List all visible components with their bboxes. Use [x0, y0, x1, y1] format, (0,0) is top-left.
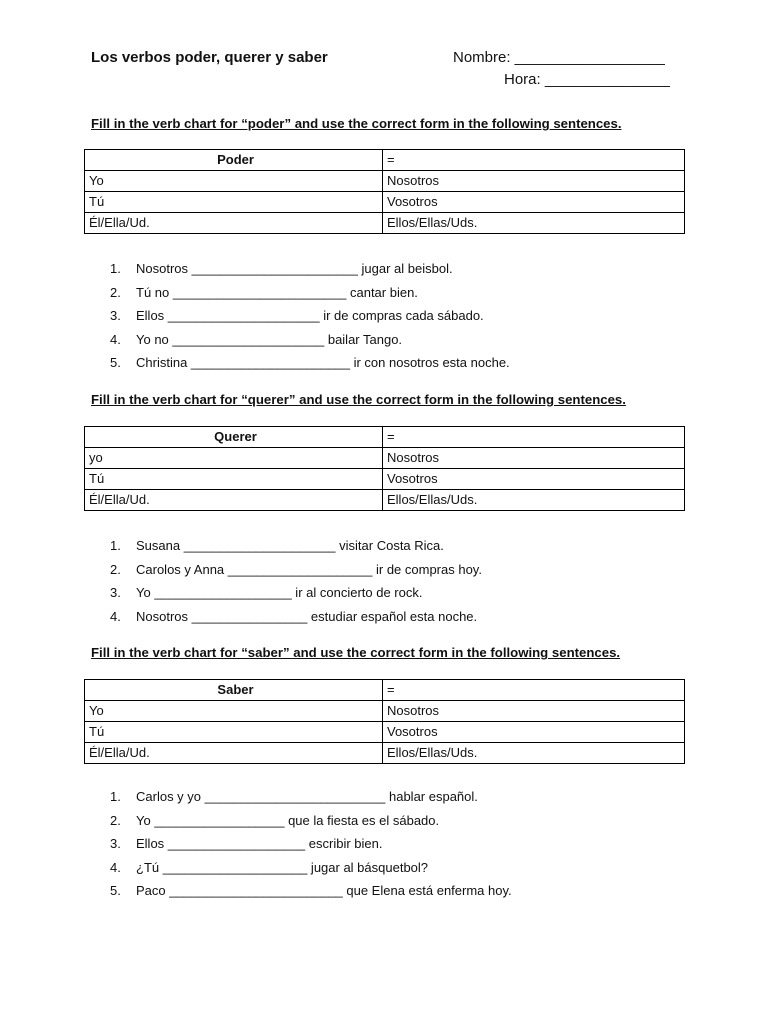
- chart-cell-plural[interactable]: Ellos/Ellas/Uds.: [383, 213, 685, 234]
- saber-instruction: Fill in the verb chart for “saber” and use the correct form in the following sentences.: [91, 645, 621, 660]
- chart-row: [85, 469, 685, 490]
- chart-row: [85, 192, 685, 213]
- sentence-item: [110, 257, 510, 281]
- saber-sentence-list: [110, 785, 512, 903]
- chart-cell-plural[interactable]: Vosotros: [383, 722, 685, 743]
- sentence-number: 3.: [110, 836, 121, 851]
- sentence-number: 1.: [110, 789, 121, 804]
- chart-cell-plural[interactable]: Ellos/Ellas/Uds.: [383, 490, 685, 511]
- chart-equals-heading: =: [383, 150, 685, 171]
- worksheet-title: Los verbos poder, querer y saber: [91, 49, 328, 66]
- sentence-number: 2.: [110, 812, 121, 828]
- sentence-number: 1.: [110, 538, 121, 553]
- chart-equals-heading: =: [383, 680, 685, 701]
- sentence-text[interactable]: Yo __________________ que la fiesta es el sábado.: [136, 812, 440, 828]
- chart-cell-plural[interactable]: Vosotros: [383, 192, 685, 213]
- sentence-item: [110, 351, 510, 375]
- chart-row: [85, 213, 685, 234]
- chart-cell-plural[interactable]: Nosotros: [383, 448, 685, 469]
- chart-verb-heading: Poder: [85, 150, 383, 171]
- sentence-text[interactable]: Paco ________________________ que Elena está enferma hoy.: [136, 883, 512, 898]
- chart-cell-singular[interactable]: Tú: [85, 722, 383, 743]
- sentence-number: 4.: [110, 608, 121, 624]
- sentence-text[interactable]: Ellos ___________________ escribir bien.: [136, 836, 383, 851]
- chart-cell-singular[interactable]: Tú: [85, 469, 383, 490]
- chart-cell-singular[interactable]: Yo: [85, 701, 383, 722]
- chart-cell-plural[interactable]: Nosotros: [383, 171, 685, 192]
- chart-row: [85, 171, 685, 192]
- name-field-label: Nombre: __________________: [453, 49, 665, 66]
- sentence-text[interactable]: Carlos y yo _________________________ hablar español.: [136, 789, 478, 804]
- sentence-text[interactable]: Yo no _____________________ bailar Tango.: [136, 331, 403, 347]
- chart-cell-plural[interactable]: Nosotros: [383, 701, 685, 722]
- poder-sentence-list: [110, 257, 510, 375]
- sentence-number: 4.: [110, 331, 121, 347]
- chart-cell-plural[interactable]: Ellos/Ellas/Uds.: [383, 743, 685, 764]
- sentence-text[interactable]: Carolos y Anna ____________________ ir de compras hoy.: [136, 561, 482, 577]
- sentence-item: [110, 558, 482, 582]
- chart-header-row: [85, 150, 685, 171]
- sentence-item: [110, 879, 512, 903]
- chart-cell-plural[interactable]: Vosotros: [383, 469, 685, 490]
- sentence-item: [110, 328, 510, 352]
- sentence-number: 4.: [110, 859, 121, 875]
- querer-sentence-list: [110, 534, 482, 628]
- sentence-item: [110, 832, 512, 856]
- sentence-item: [110, 534, 482, 558]
- sentence-text[interactable]: Christina ______________________ ir con nosotros esta noche.: [136, 355, 510, 370]
- chart-cell-singular[interactable]: Él/Ella/Ud.: [85, 743, 383, 764]
- poder-instruction: Fill in the verb chart for “poder” and use the correct form in the following sentences.: [91, 116, 622, 131]
- sentence-text[interactable]: Susana _____________________ visitar Costa Rica.: [136, 538, 444, 553]
- sentence-item: [110, 809, 512, 833]
- sentence-item: [110, 785, 512, 809]
- chart-verb-heading: Saber: [85, 680, 383, 701]
- hora-field-label: Hora: _______________: [504, 71, 670, 88]
- sentence-text[interactable]: ¿Tú ____________________ jugar al básquetbol?: [136, 859, 429, 875]
- sentence-text[interactable]: Nosotros ________________ estudiar español esta noche.: [136, 608, 478, 624]
- sentence-number: 5.: [110, 355, 121, 370]
- chart-verb-heading: Querer: [85, 427, 383, 448]
- chart-equals-heading: =: [383, 427, 685, 448]
- chart-cell-singular[interactable]: Él/Ella/Ud.: [85, 213, 383, 234]
- sentence-item: [110, 281, 510, 305]
- sentence-text[interactable]: Ellos _____________________ ir de compras cada sábado.: [136, 308, 484, 323]
- chart-row: [85, 701, 685, 722]
- chart-cell-singular[interactable]: yo: [85, 448, 383, 469]
- saber-verb-chart: [84, 679, 685, 764]
- chart-row: [85, 743, 685, 764]
- sentence-number: 3.: [110, 585, 121, 600]
- sentence-number: 3.: [110, 308, 121, 323]
- chart-row: [85, 448, 685, 469]
- querer-instruction: Fill in the verb chart for “querer” and use the correct form in the following sentences.: [91, 392, 626, 407]
- chart-cell-singular[interactable]: Él/Ella/Ud.: [85, 490, 383, 511]
- sentence-number: 1.: [110, 261, 121, 276]
- chart-row: [85, 722, 685, 743]
- sentence-item: [110, 304, 510, 328]
- poder-verb-chart: [84, 149, 685, 234]
- chart-row: [85, 490, 685, 511]
- sentence-number: 2.: [110, 284, 121, 300]
- sentence-item: [110, 581, 482, 605]
- sentence-text[interactable]: Tú no ________________________ cantar bien.: [136, 284, 418, 300]
- chart-cell-singular[interactable]: Yo: [85, 171, 383, 192]
- querer-verb-chart: [84, 426, 685, 511]
- chart-cell-singular[interactable]: Tú: [85, 192, 383, 213]
- sentence-number: 5.: [110, 883, 121, 898]
- sentence-item: [110, 605, 482, 629]
- sentence-text[interactable]: Nosotros _______________________ jugar al beisbol.: [136, 261, 453, 276]
- chart-header-row: [85, 680, 685, 701]
- sentence-number: 2.: [110, 561, 121, 577]
- sentence-text[interactable]: Yo ___________________ ir al concierto de rock.: [136, 585, 423, 600]
- chart-header-row: [85, 427, 685, 448]
- sentence-item: [110, 856, 512, 880]
